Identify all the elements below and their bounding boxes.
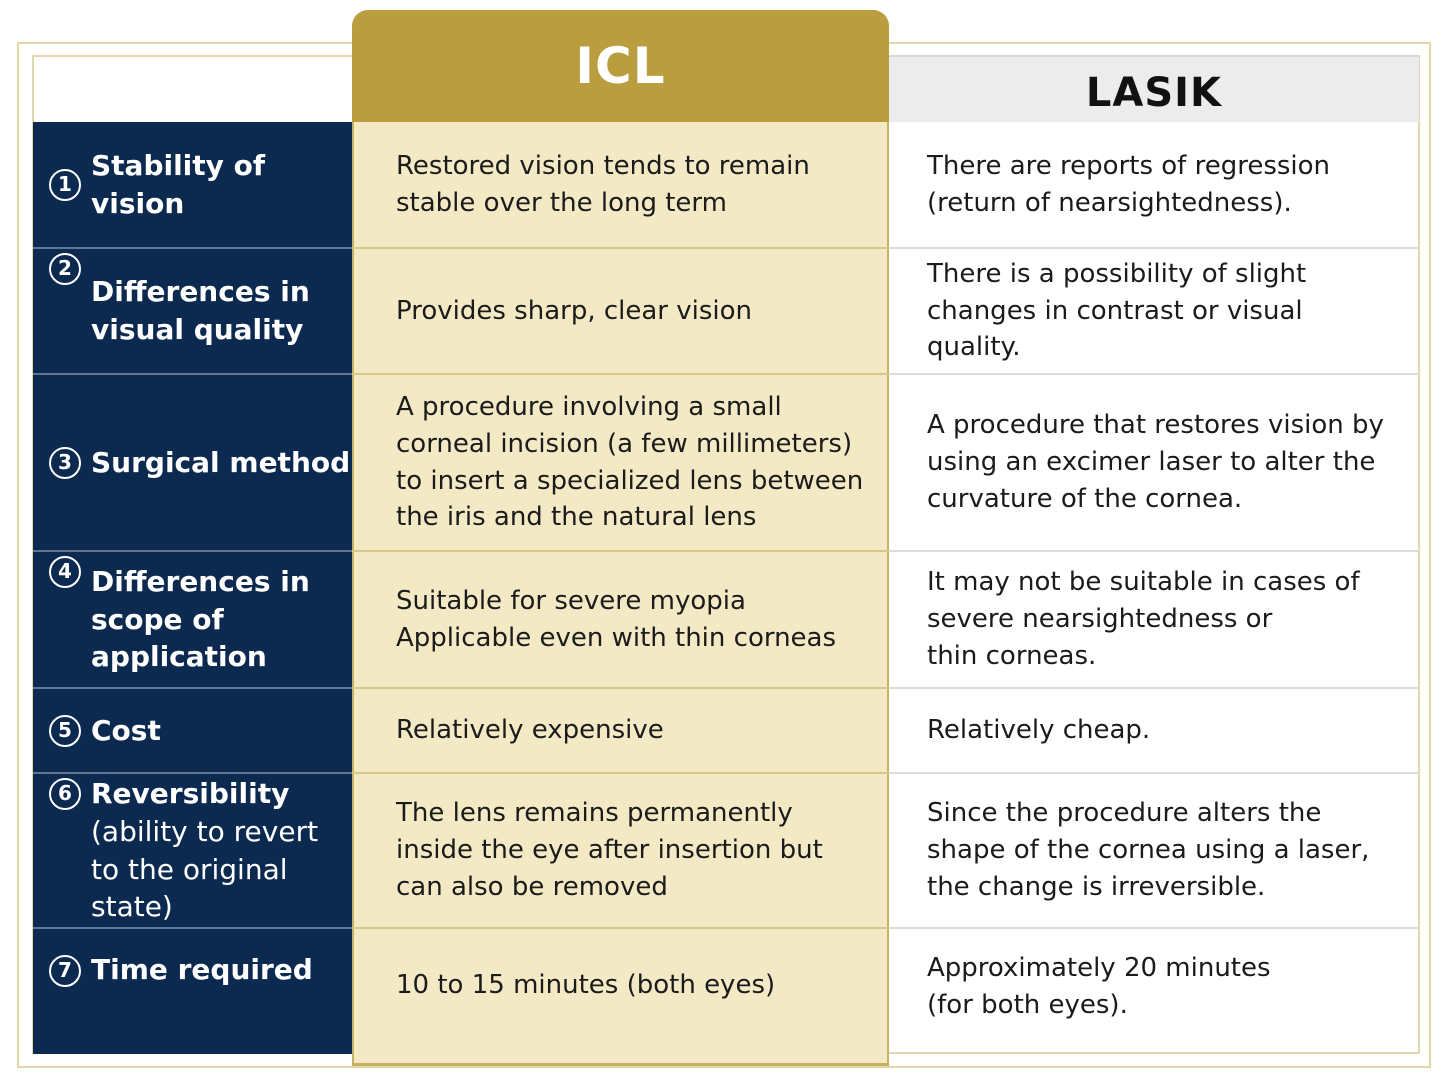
icl-cell-stability (352, 122, 889, 247)
icl-header: ICL (352, 10, 889, 122)
icl-cell-text: Restored vision tends to remain stable over the long term (396, 150, 810, 218)
number-badge: 4 (49, 556, 81, 588)
row-label-reversibility (33, 774, 352, 927)
icl-cell-text: Relatively expensive (396, 715, 664, 746)
number-badge: 3 (49, 447, 81, 479)
number-badge: 5 (49, 715, 81, 747)
icl-cell-text: A procedure involving a small corneal incision (a few millimeters) to insert a specialized lens between the iris and the natural lens (396, 391, 864, 533)
row-label-scope (33, 552, 352, 687)
number-badge: 6 (49, 778, 81, 810)
row-label-stability (33, 122, 352, 247)
icl-cell-text: Provides sharp, clear vision (396, 295, 753, 326)
lasik-cell-text: Approximately 20 minutes (for both eyes). (927, 952, 1271, 1020)
lasik-cell-scope (889, 552, 1419, 687)
row-label-text: Cost (91, 713, 161, 747)
icl-cell-surgical-method (352, 375, 889, 550)
row-label-text: Differences in visual quality (91, 275, 310, 346)
lasik-cell-text: There is a possibility of slight changes in contrast or visual quality. (927, 258, 1307, 363)
icl-cell-text: The lens remains permanently inside the eye after insertion but can also be removed (396, 798, 823, 902)
lasik-cell-visual-quality (889, 249, 1419, 373)
number-badge: 7 (49, 955, 81, 987)
row-label-text: Time required (91, 953, 313, 986)
row-label-subtext: (ability to revert to the original state) (91, 814, 319, 924)
lasik-cell-text: Relatively cheap. (927, 715, 1151, 746)
lasik-cell-text: A procedure that restores vision by using an excimer laser to alter the curvature of the cornea. (927, 410, 1384, 514)
row-label-time (33, 929, 352, 1054)
number-badge: 2 (49, 253, 81, 285)
row-label-text: Stability of vision (91, 148, 266, 220)
icl-cell-visual-quality (352, 249, 889, 373)
icl-cell-text: Suitable for severe myopia Applicable even with thin corneas (396, 585, 837, 653)
row-label-cost (33, 689, 352, 772)
icl-cell-cost (352, 689, 889, 772)
lasik-cell-cost (889, 689, 1419, 772)
icl-cell-reversibility (352, 774, 889, 927)
lasik-cell-text: Since the procedure alters the shape of the cornea using a laser, the change is irreversible. (927, 798, 1370, 902)
icl-cell-time (352, 929, 889, 1042)
icl-cell-scope (352, 552, 889, 687)
lasik-cell-surgical-method (889, 375, 1419, 550)
row-label-surgical-method (33, 375, 352, 550)
lasik-cell-stability (889, 122, 1419, 247)
lasik-cell-time (889, 929, 1419, 1044)
lasik-cell-text: It may not be suitable in cases of severe nearsightedness or thin corneas. (927, 567, 1360, 671)
number-badge: 1 (49, 169, 81, 201)
row-label-text: Reversibility (91, 776, 290, 810)
lasik-cell-text: There are reports of regression (return of nearsightedness). (927, 150, 1331, 218)
lasik-cell-reversibility (889, 774, 1419, 927)
icl-cell-text: 10 to 15 minutes (both eyes) (396, 970, 776, 1001)
lasik-header: LASIK (889, 55, 1419, 122)
row-label-text: Differences in scope of application (91, 564, 310, 674)
row-label-text: Surgical method (91, 445, 351, 479)
row-label-visual-quality (33, 249, 352, 373)
